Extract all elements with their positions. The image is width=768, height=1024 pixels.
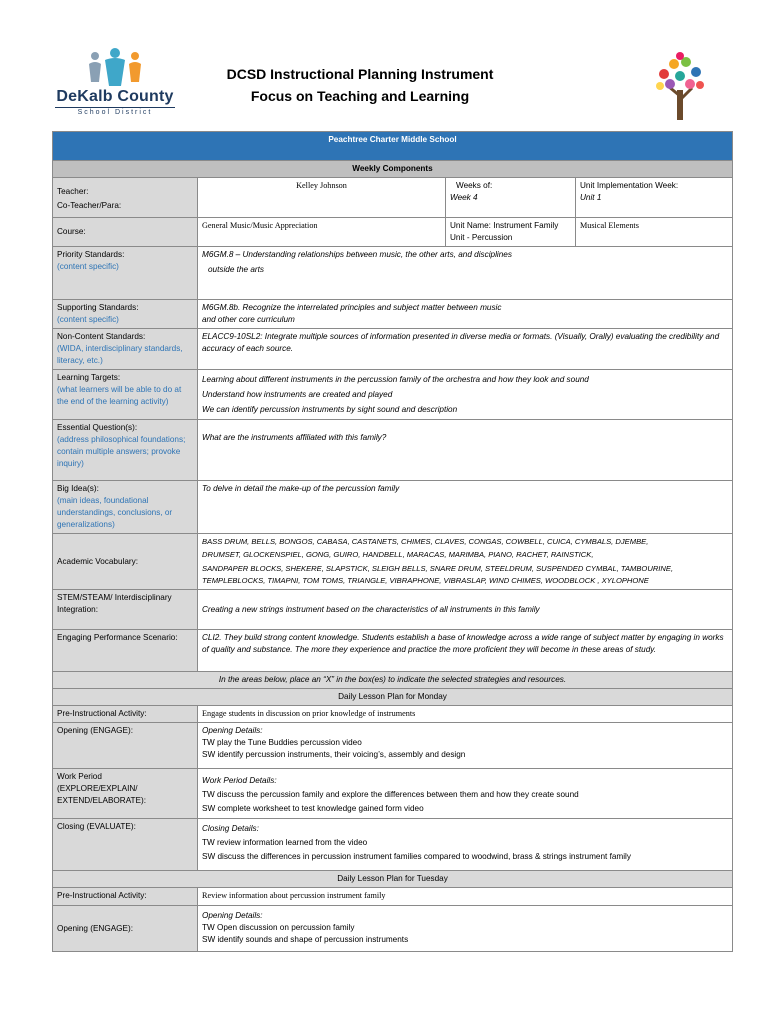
school-bar — [53, 132, 733, 161]
big-idea-value: To delve in detail the make-up of the percussion family — [198, 481, 733, 534]
course-value: General Music/Music Appreciation — [198, 218, 446, 247]
noncontent-standards-label: Non-Content Standards: (WIDA, interdisciplinary standards, literacy, etc.) — [53, 329, 198, 370]
document-header — [0, 0, 768, 130]
stem-label: STEM/STEAM/ Interdisciplinary Integration: — [53, 590, 198, 630]
unit-name-value: Musical Elements — [576, 218, 733, 247]
supporting-standards-label: Supporting Standards: (content specific) — [53, 300, 198, 329]
weeks-of-value: Week 4 — [450, 193, 478, 202]
unit-name-sub: Unit - Percussion — [450, 233, 513, 242]
family-figures-icon — [85, 48, 145, 90]
academic-vocabulary-value: BASS DRUM, BELLS, BONGOS, CABASA, CASTANETS, CHIMES, CLAVES, CONGAS, COWBELL, CUICA, CYMBALS, DJEMBE, DRUMSET, GLOCKENSPIEL, GONG, GUIRO, HANDBELL, MARACAS, MARIMBA, PIANO, RACHET, RAINSTICK, SANDPAPER BLOCKS, SHEKERE, SLAPSTICK, SLEIGH BELLS, SNARE DRUM, STEELDRUM, SUSPENDED CYMBAL, TAMBOURINE, TEMPLEBLOCKS, TIMAPNI, TOM TOMS, TRIANGLE, VIBRAPHONE, VIBRASLAP, WIND CHIMES, WOODBLOCK , XYLOPHONE — [198, 534, 733, 590]
dekalb-logo — [55, 48, 175, 118]
unit-name-label: Unit Name: Instrument Family — [450, 221, 559, 230]
tuesday-heading: Daily Lesson Plan for Tuesday — [53, 871, 733, 888]
monday-work-value: Work Period Details: TW discuss the percussion family and explore the differences between them and how they create sound SW complete worksheet to test knowledge gained form video — [198, 769, 733, 819]
logo-subtitle: School District — [55, 107, 175, 116]
weekly-components-heading: Weekly Components — [53, 161, 733, 178]
performance-scenario-label: Engaging Performance Scenario: — [53, 630, 198, 672]
weeks-of-cell — [446, 178, 576, 218]
unit-impl-value: Unit 1 — [580, 193, 602, 202]
monday-opening-value: Opening Details: TW play the Tune Buddies percussion video SW identify percussion instruments, their voicing’s, assembly and design — [198, 723, 733, 769]
tuesday-pre-label: Pre-Instructional Activity: — [53, 888, 198, 906]
supporting-standards-value: M6GM.8b. Recognize the interrelated principles and subject matter between music and other core curriculum — [198, 300, 733, 329]
page-subtitle: Focus on Teaching and Learning — [250, 88, 470, 104]
unit-impl-label: Unit Implementation Week: — [580, 181, 679, 190]
tuesday-opening-label: Opening (ENGAGE): — [53, 906, 198, 952]
logo-name: DeKalb County — [56, 88, 174, 105]
monday-pre-label: Pre-Instructional Activity: — [53, 706, 198, 723]
tuesday-pre-value: Review information about percussion instrument family — [198, 888, 733, 906]
learning-targets-value: Learning about different instruments in the percussion family of the orchestra and how they look and sound Understand how instruments are created and played We can identify percussion instruments by sight sound and description — [198, 370, 733, 420]
tuesday-opening-value: Opening Details: TW Open discussion on percussion family SW identify sounds and shape of percussion instruments — [198, 906, 733, 952]
monday-work-label: Work Period (EXPLORE/EXPLAIN/ EXTEND/ELABORATE): — [53, 769, 198, 819]
priority-standards-value: M6GM.8 – Understanding relationships between music, the other arts, and disciplines outside the arts — [198, 247, 733, 300]
noncontent-standards-value: ELACC9-10SL2: Integrate multiple sources of information presented in diverse media or formats. (Visually, Orally) evaluating the credibility and accuracy of each source. — [198, 329, 733, 370]
strategies-note: In the areas below, place an “X” in the box(es) to indicate the selected strategies and resources. — [53, 672, 733, 689]
school-name: Peachtree Charter Middle School — [53, 132, 733, 161]
unit-name-cell — [446, 218, 576, 247]
monday-heading: Daily Lesson Plan for Monday — [53, 689, 733, 706]
teacher-label: Teacher: Co-Teacher/Para: — [53, 178, 198, 218]
unit-impl-cell — [576, 178, 733, 218]
stem-value: Creating a new strings instrument based on the characteristics of all instruments in this family — [198, 590, 733, 630]
essential-question-label: Essential Question(s): (address philosophical foundations; contain multiple answers; provoke inquiry) — [53, 420, 198, 481]
priority-standards-label: Priority Standards: (content specific) — [53, 247, 198, 300]
learning-targets-label: Learning Targets: (what learners will be able to do at the end of the learning activity) — [53, 370, 198, 420]
essential-question-value: What are the instruments affiliated with this family? — [198, 420, 733, 481]
tree-icon — [650, 52, 710, 122]
academic-vocabulary-label: Academic Vocabulary: — [53, 534, 198, 590]
monday-closing-label: Closing (EVALUATE): — [53, 819, 198, 871]
weeks-of-label: Weeks of: — [456, 181, 493, 190]
course-label: Course: — [53, 218, 198, 247]
teacher-value: Kelley Johnson — [198, 178, 446, 218]
monday-pre-value: Engage students in discussion on prior knowledge of instruments — [198, 706, 733, 723]
page-title: DCSD Instructional Planning Instrument — [226, 66, 494, 82]
planning-table — [52, 131, 733, 952]
performance-scenario-value: CLI2. They build strong content knowledge. Students establish a base of knowledge across a wide range of subject matter by engaging in works of quality and substance. The more they experience and practice the more proficient they will become in these areas of study. — [198, 630, 733, 672]
monday-opening-label: Opening (ENGAGE): — [53, 723, 198, 769]
monday-closing-value: Closing Details: TW review information learned from the video SW discuss the differences in percussion instrument families compared to woodwind, brass & strings instrument family — [198, 819, 733, 871]
big-idea-label: Big Idea(s): (main ideas, foundational understandings, conclusions, or generalizations) — [53, 481, 198, 534]
